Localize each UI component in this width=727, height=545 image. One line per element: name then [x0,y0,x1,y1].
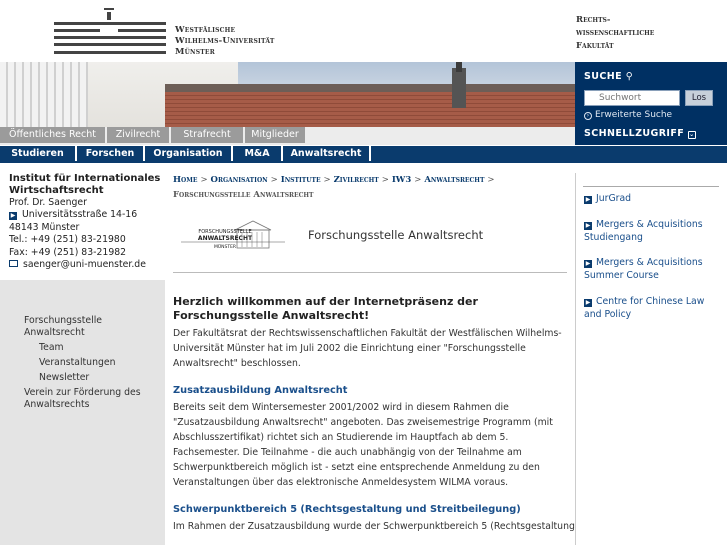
institute-title-line: Institut für Internationales [9,173,161,184]
link-ma-summer-course[interactable] [584,256,724,282]
institute-person: Prof. Dr. Saenger [9,197,87,208]
subnav-newsletter[interactable] [0,372,165,384]
unit-title: Forschungsstelle Anwaltsrecht [308,228,484,242]
breadcrumb-anwaltsrecht[interactable]: Anwaltsrecht [424,175,485,185]
section-subnav [0,315,165,414]
arrow-right-icon: ▶ [585,299,591,306]
department-nav [0,127,575,145]
forschungsstelle-logo-icon [181,219,285,255]
chevron-down-icon: ⌄ [689,131,695,138]
street-label: Universitätsstraße 14-16 [22,209,138,221]
breadcrumb-home[interactable]: Home [173,175,198,185]
main-nav [0,145,727,163]
institute-phone: Tel.: +49 (251) 83-21980 [9,234,126,246]
nav-oeffentliches-recht[interactable]: Öffentliches Recht [0,127,105,143]
subnav-label: Verein zur Förderung des [24,387,141,398]
breadcrumb-separator: > [487,175,495,185]
welcome-heading: Herzlich willkommen auf der Internetpräsenz der Forschungsstelle Anwaltsrecht! [173,295,478,322]
right-sidebar [575,173,727,545]
search-input[interactable] [584,90,680,106]
nav-zivilrecht[interactable]: Zivilrecht [107,127,169,143]
arrow-right-icon: ▶ [585,260,591,267]
institute-title-line: Wirtschaftsrecht [9,185,104,196]
left-sidebar [0,165,165,545]
arrow-right-icon: › [584,112,592,120]
university-name-line: Wilhelms-Universität [175,36,275,46]
section-text-zusatzausbildung: Bereits seit dem Wintersemester 2001/2002 wird in diesem Rahmen die "Zusatzausbildung Anwaltsrecht" angeboten. Das zweisemestrige Programm (mit Abschlusszertifikat) richtet sich an Studierende im Hauptfach ab dem 5. Fachsemester. Die Teilnahme - die auch unabhängig von der Teilnahme am Schwerpunktbereich möglich ist - setzt eine entsprechende Anmeldung zu den Veranstaltungen über das elektronische Anmeldesystem WILMA voraus. [173,402,553,488]
divider [583,186,719,187]
advanced-search-link[interactable] [584,110,672,120]
university-logo-icon[interactable] [54,8,166,58]
university-name[interactable] [175,25,275,58]
institute-title [9,173,165,197]
subnav-forschungsstelle[interactable] [0,315,165,339]
link-label: JurGrad [596,193,632,204]
logo-text-line: ANWALTSRECHT [197,235,253,242]
link-chinese-law[interactable] [584,295,724,321]
breadcrumb-separator: > [270,175,278,185]
link-label: Summer Course [584,270,659,281]
link-label: Studiengang [584,232,643,243]
nav-ma[interactable]: M&A [233,146,281,162]
institute-city: 48143 Münster [9,221,80,233]
arrow-right-icon: ▶ [585,196,591,203]
main-content [173,173,575,545]
link-label: Mergers & Acquisitions [596,219,703,230]
unit-header [173,213,567,273]
search-title: SUCHE ⚲ [584,71,634,82]
arrow-right-icon: ▶ [585,222,591,229]
institute-contact [0,165,165,280]
page-header [0,0,727,62]
advanced-search-label: Erweiterte Suche [595,110,673,120]
link-ma-studiengang[interactable] [584,218,724,244]
subnav-team[interactable] [0,342,165,354]
subnav-label: Veranstaltungen [39,357,116,368]
nav-forschen[interactable]: Forschen [77,146,143,162]
subnav-label: Anwaltsrecht [24,327,85,338]
section-text-schwerpunktbereich: Im Rahmen der Zusatzausbildung wurde der Schwerpunktbereich 5 (Rechtsgestaltung [173,521,575,532]
breadcrumb-separator: > [323,175,331,185]
welcome-text: Der Fakultätsrat der Rechtswissenschaftlichen Fakultät der Westfälischen Wilhelms-Universität Münster hat im Juli 2002 die Einrichtung einer "Forschungsstelle Anwaltsrecht" beschlossen. [173,328,562,369]
institute-street[interactable] [9,209,165,221]
breadcrumb-iw3[interactable]: IW3 [391,175,412,185]
nav-anwaltsrecht[interactable]: Anwaltsrecht [283,146,369,162]
breadcrumb-separator: > [200,175,208,185]
nav-organisation[interactable]: Organisation [145,146,231,162]
logo-text-line: FORSCHUNGSSTELLE [198,229,252,235]
header-banner-image [0,62,575,127]
link-jurgrad[interactable] [584,192,724,205]
quick-access-label: SCHNELLZUGRIFF [584,128,685,139]
subnav-veranstaltungen[interactable] [0,357,165,369]
faculty-name-line: wissenschaftliche [576,28,655,38]
subnav-label: Forschungsstelle [24,315,102,326]
breadcrumb-separator: > [381,175,389,185]
breadcrumb-institute[interactable]: Institute [280,175,321,185]
link-label: Centre for Chinese Law [596,296,705,307]
institute-email-link[interactable] [9,259,165,271]
quick-access-toggle[interactable] [584,128,699,139]
section-heading-schwerpunktbereich[interactable]: Schwerpunktbereich 5 (Rechtsgestaltung und Streitbeilegung) [173,504,521,515]
search-panel [575,62,727,145]
breadcrumb-zivilrecht[interactable]: Zivilrecht [333,175,379,185]
breadcrumb-separator: > [414,175,422,185]
section-heading-zusatzausbildung[interactable]: Zusatzausbildung Anwaltsrecht [173,385,348,396]
mail-icon [9,260,18,267]
logo-text-line: MÜNSTER [213,245,237,250]
university-name-line: Münster [175,47,215,57]
link-label: Mergers & Acquisitions [596,257,703,268]
arrow-right-icon: ▶ [10,212,16,220]
nav-studieren[interactable]: Studieren [0,146,75,162]
search-submit-button[interactable]: Los [685,90,713,106]
subnav-label: Newsletter [39,372,90,383]
subnav-verein[interactable] [0,387,165,411]
nav-filler [371,146,727,162]
nav-strafrecht[interactable]: Strafrecht [171,127,243,143]
nav-mitglieder[interactable]: Mitglieder [245,127,305,143]
faculty-name[interactable] [576,14,654,53]
magnifier-icon: ⚲ [625,71,634,82]
subnav-label: Anwaltsrechts [24,399,90,410]
link-label: and Policy [584,309,632,320]
email-label: saenger@uni-muenster.de [23,259,146,271]
institute-fax: Fax: +49 (251) 83-21982 [9,246,127,258]
breadcrumb-current: Forschungsstelle Anwaltsrecht [173,190,314,200]
university-name-line: Westfälische [175,25,236,35]
faculty-name-line: Fakultät [576,41,614,51]
subnav-label: Team [39,342,64,353]
faculty-name-line: Rechts- [576,15,611,25]
breadcrumb [173,173,567,203]
breadcrumb-organisation[interactable]: Organisation [210,175,268,185]
